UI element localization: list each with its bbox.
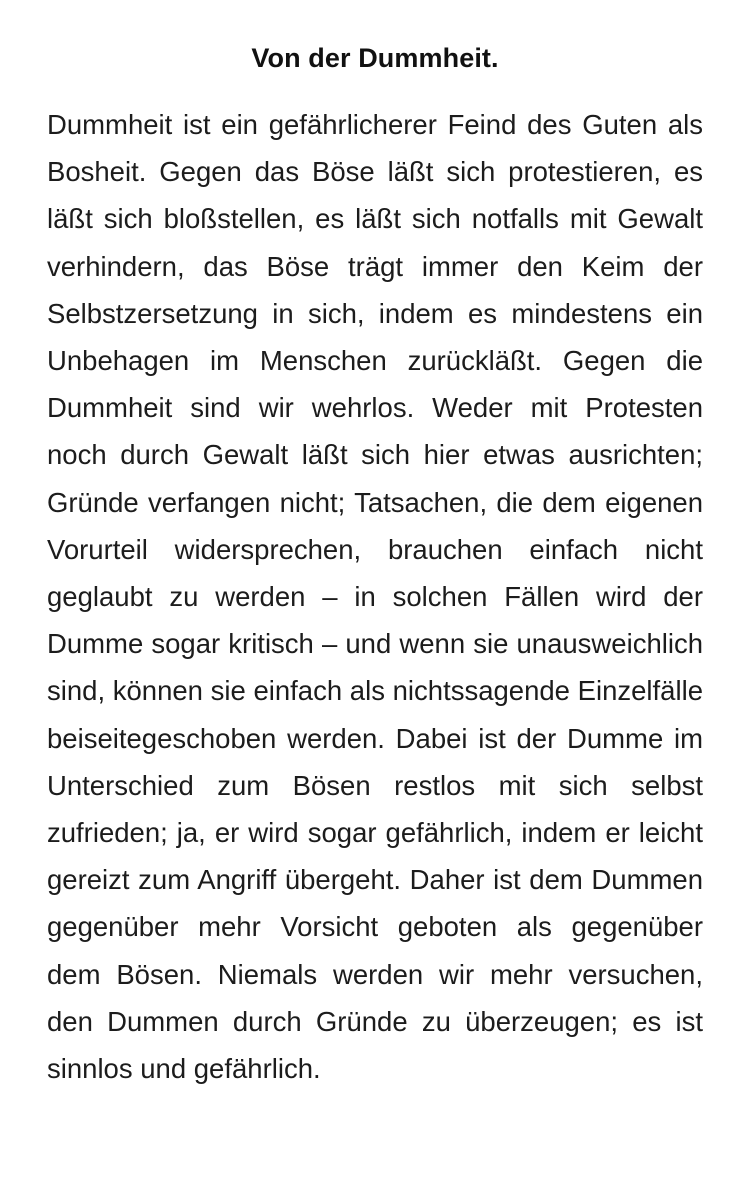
document-paragraph: Dummheit ist ein gefährlicherer Feind des Guten als Bosheit. Gegen das Böse läßt sich protestieren, es läßt sich bloßstellen, es läßt sich notfalls mit Gewalt verhindern, das Böse trägt immer den Keim der Selbstzersetzung in sich, indem es mindestens ein Unbehagen im Menschen zurückläßt. Gegen die Dummheit sind wir wehrlos. Weder mit Protesten noch durch Gewalt läßt sich hier etwas ausrichten; Gründe verfangen nicht; Tatsachen, die dem eigenen Vorurteil widersprechen, brauchen einfach nicht geglaubt zu werden – in solchen Fällen wird der Dumme sogar kritisch – und wenn sie unausweichlich sind, können sie einfach als nichtssagende Einzelfälle beiseitegeschoben werden. Dabei ist der Dumme im Unterschied zum Bösen restlos mit sich selbst zufrieden; ja, er wird sogar gefährlich, indem er leicht gereizt zum Angriff übergeht. Daher ist dem Dummen gegenüber mehr Vorsicht geboten als gegenüber dem Bösen. Niemals werden wir mehr versuchen, den Dummen durch Gründe zu überzeugen; es ist sinnlos und gefährlich. bbox=[47, 109, 703, 1085]
document-title: Von der Dummheit. bbox=[251, 43, 499, 73]
